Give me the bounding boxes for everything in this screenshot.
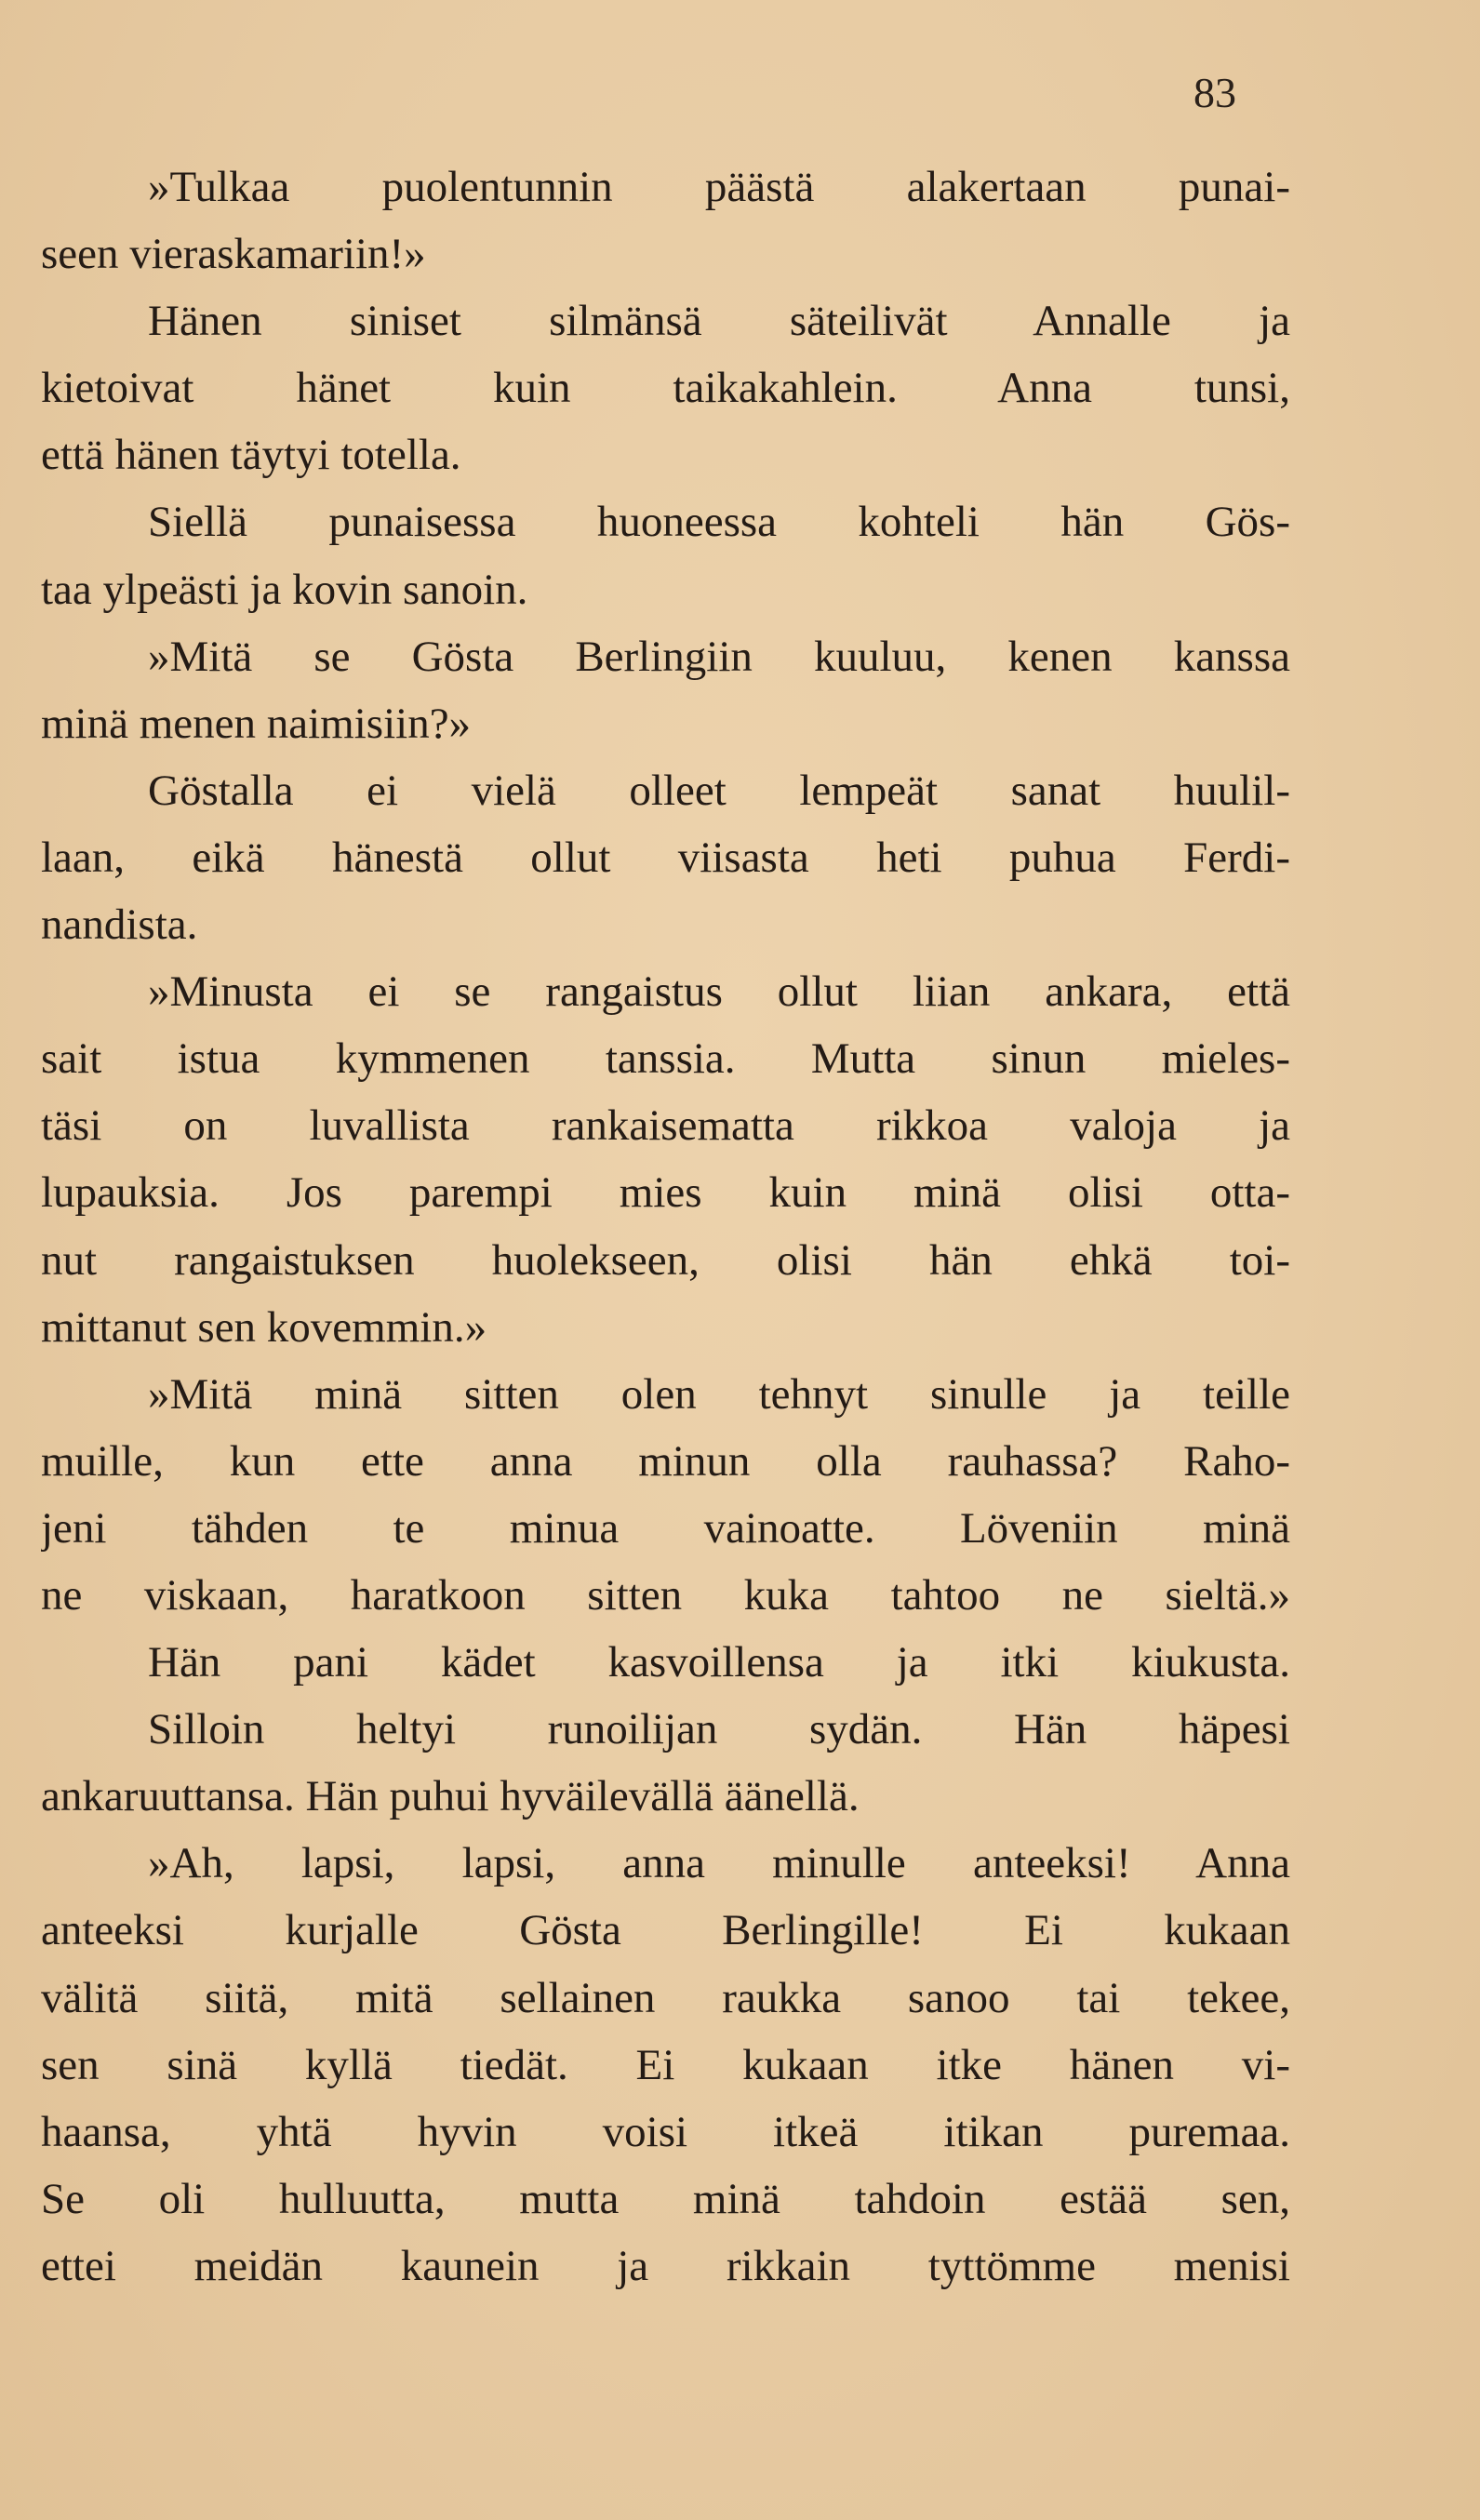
text-line: sen sinä kyllä tiedät. Ei kukaan itke hänen vi-: [41, 2040, 1290, 2089]
text-line: Se oli hulluutta, mutta minä tahdoin estää sen,: [41, 2174, 1290, 2223]
text-line: anteeksi kurjalle Gösta Berlingille! Ei kukaan: [41, 1906, 1290, 1955]
text-line: »Mitä se Gösta Berlingiin kuuluu, kenen kanssa: [148, 632, 1290, 681]
text-line: lupauksia. Jos parempi mies kuin minä olisi otta-: [41, 1168, 1290, 1218]
text-line: haansa, yhtä hyvin voisi itkeä itikan puremaa.: [41, 2107, 1290, 2156]
text-line: »Tulkaa puolentunnin päästä alakertaan punai-: [148, 163, 1290, 211]
text-line: muille, kun ette anna minun olla rauhassa? Raho-: [41, 1436, 1290, 1486]
text-line: Silloin heltyi runoilijan sydän. Hän häpesi: [148, 1705, 1290, 1754]
text-line: että hänen täytyi totella.: [41, 431, 461, 480]
text-line: laan, eikä hänestä ollut viisasta heti puhua Ferdi-: [41, 833, 1290, 882]
page-number: 83: [1193, 69, 1236, 116]
text-line: taa ylpeästi ja kovin sanoin.: [41, 565, 528, 614]
text-line: seen vieraskamariin!»: [41, 230, 426, 279]
text-line: Göstalla ei vielä olleet lempeät sanat huulil-: [148, 766, 1290, 815]
text-line: välitä siitä, mitä sellainen raukka sanoo tai tekee,: [41, 1973, 1290, 2022]
text-line: sait istua kymmenen tanssia. Mutta sinun mieles-: [41, 1034, 1290, 1084]
text-line: »Ah, lapsi, lapsi, anna minulle anteeksi! Anna: [148, 1839, 1290, 1888]
text-line: Hänen siniset silmänsä säteilivät Annalle ja: [148, 297, 1290, 346]
text-line: Hän pani kädet kasvoillensa ja itki kiukusta.: [148, 1638, 1290, 1687]
text-line: »Mitä minä sitten olen tehnyt sinulle ja teille: [148, 1369, 1290, 1419]
body-text: [41, 153, 1290, 2300]
text-line: jeni tähden te minua vainoatte. Löveniin minä: [41, 1503, 1290, 1553]
text-line: »Minusta ei se rangaistus ollut liian ankara, että: [148, 967, 1290, 1017]
text-line: minä menen naimisiin?»: [41, 699, 472, 748]
text-line: ne viskaan, haratkoon sitten kuka tahtoo ne sieltä.»: [41, 1570, 1290, 1620]
text-line: ankaruuttansa. Hän puhui hyväilevällä äänellä.: [41, 1772, 860, 1821]
text-line: kietoivat hänet kuin taikakahlein. Anna tunsi,: [41, 364, 1290, 413]
text-line: nut rangaistuksen huolekseen, olisi hän ehkä toi-: [41, 1235, 1290, 1285]
text-line: täsi on luvallista rankaisematta rikkoa valoja ja: [41, 1101, 1290, 1151]
text-line: Siellä punaisessa huoneessa kohteli hän Gös-: [148, 498, 1290, 547]
text-line: nandista.: [41, 900, 198, 950]
text-line: mittanut sen kovemmin.»: [41, 1302, 487, 1352]
text-line: ettei meidän kaunein ja rikkain tyttömme menisi: [41, 2241, 1290, 2290]
